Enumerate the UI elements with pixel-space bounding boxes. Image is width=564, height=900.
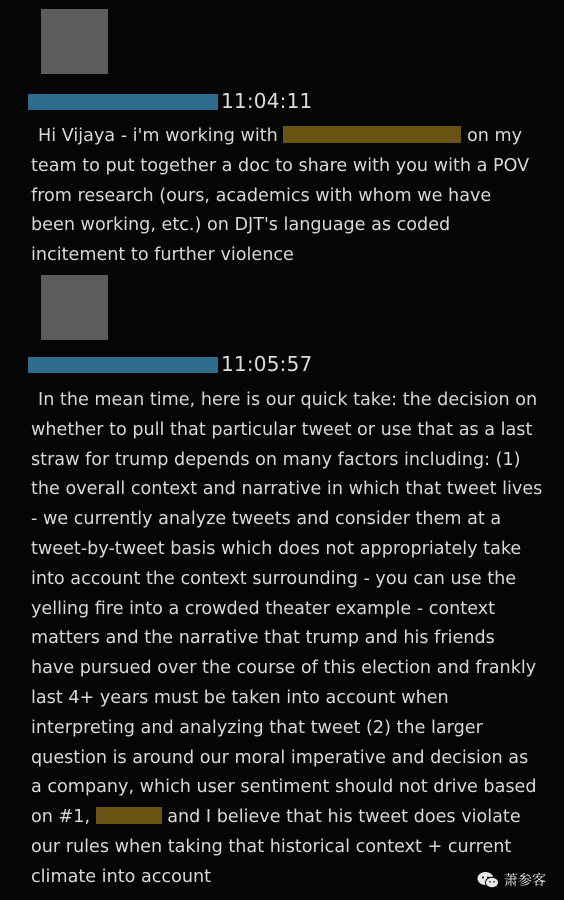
message-line xyxy=(31,803,555,833)
message-line: have pursued over the course of this election and frankly xyxy=(31,658,537,679)
wechat-icon xyxy=(477,871,499,889)
message-line: - we currently analyze tweets and consider them at a xyxy=(31,509,502,530)
message-line: our rules when taking that historical context + current xyxy=(31,836,512,857)
message-timestamp: 11:04:11 xyxy=(221,89,313,113)
avatar xyxy=(41,275,108,340)
message-line: straw for trump depends on many factors including: (1) xyxy=(31,449,521,470)
message-body xyxy=(31,122,555,271)
message-text: on my xyxy=(461,126,523,146)
message-text: Hi Vijaya - i'm working with xyxy=(38,126,284,146)
message-line: last 4+ years must be taken into account when xyxy=(31,687,449,708)
message-timestamp: 11:05:57 xyxy=(221,352,313,376)
message-line: In the mean time, here is our quick take: the decision on xyxy=(38,390,538,410)
redacted-name xyxy=(96,807,162,824)
message-text: on #1, xyxy=(31,807,96,828)
message-line: team to put together a doc to share with you with a POV xyxy=(31,155,530,176)
redacted-name xyxy=(283,126,461,143)
message-body xyxy=(31,386,555,893)
message-line: been working, etc.) on DJT's language as coded xyxy=(31,215,451,236)
message-line xyxy=(31,122,555,152)
message-line: whether to pull that particular tweet or use that as a last xyxy=(31,419,533,440)
message-line: the overall context and narrative in which that tweet lives xyxy=(31,479,543,500)
avatar xyxy=(41,9,108,74)
message-text: and I believe that his tweet does violate xyxy=(161,807,521,828)
message-line: interpreting and analyzing that tweet (2) the larger xyxy=(31,717,483,738)
message-line: a company, which user sentiment should not drive based xyxy=(31,777,537,798)
message-line: matters and the narrative that trump and his friends xyxy=(31,628,495,649)
message-line: question is around our moral imperative and decision as xyxy=(31,747,529,768)
watermark-text: 萧参客 xyxy=(504,873,546,889)
message-line: incitement to further violence xyxy=(31,245,294,266)
message-line: tweet-by-tweet basis which does not appropriately take xyxy=(31,538,522,559)
message-line: yelling fire into a crowded theater example - context xyxy=(31,598,496,619)
watermark xyxy=(477,870,546,890)
redacted-sender-name xyxy=(28,357,218,373)
message-line: from research (ours, academics with whom we have xyxy=(31,185,492,206)
message-line: into account the context surrounding - you can use the xyxy=(31,568,517,589)
redacted-sender-name xyxy=(28,94,218,110)
message-line: climate into account xyxy=(31,866,212,887)
